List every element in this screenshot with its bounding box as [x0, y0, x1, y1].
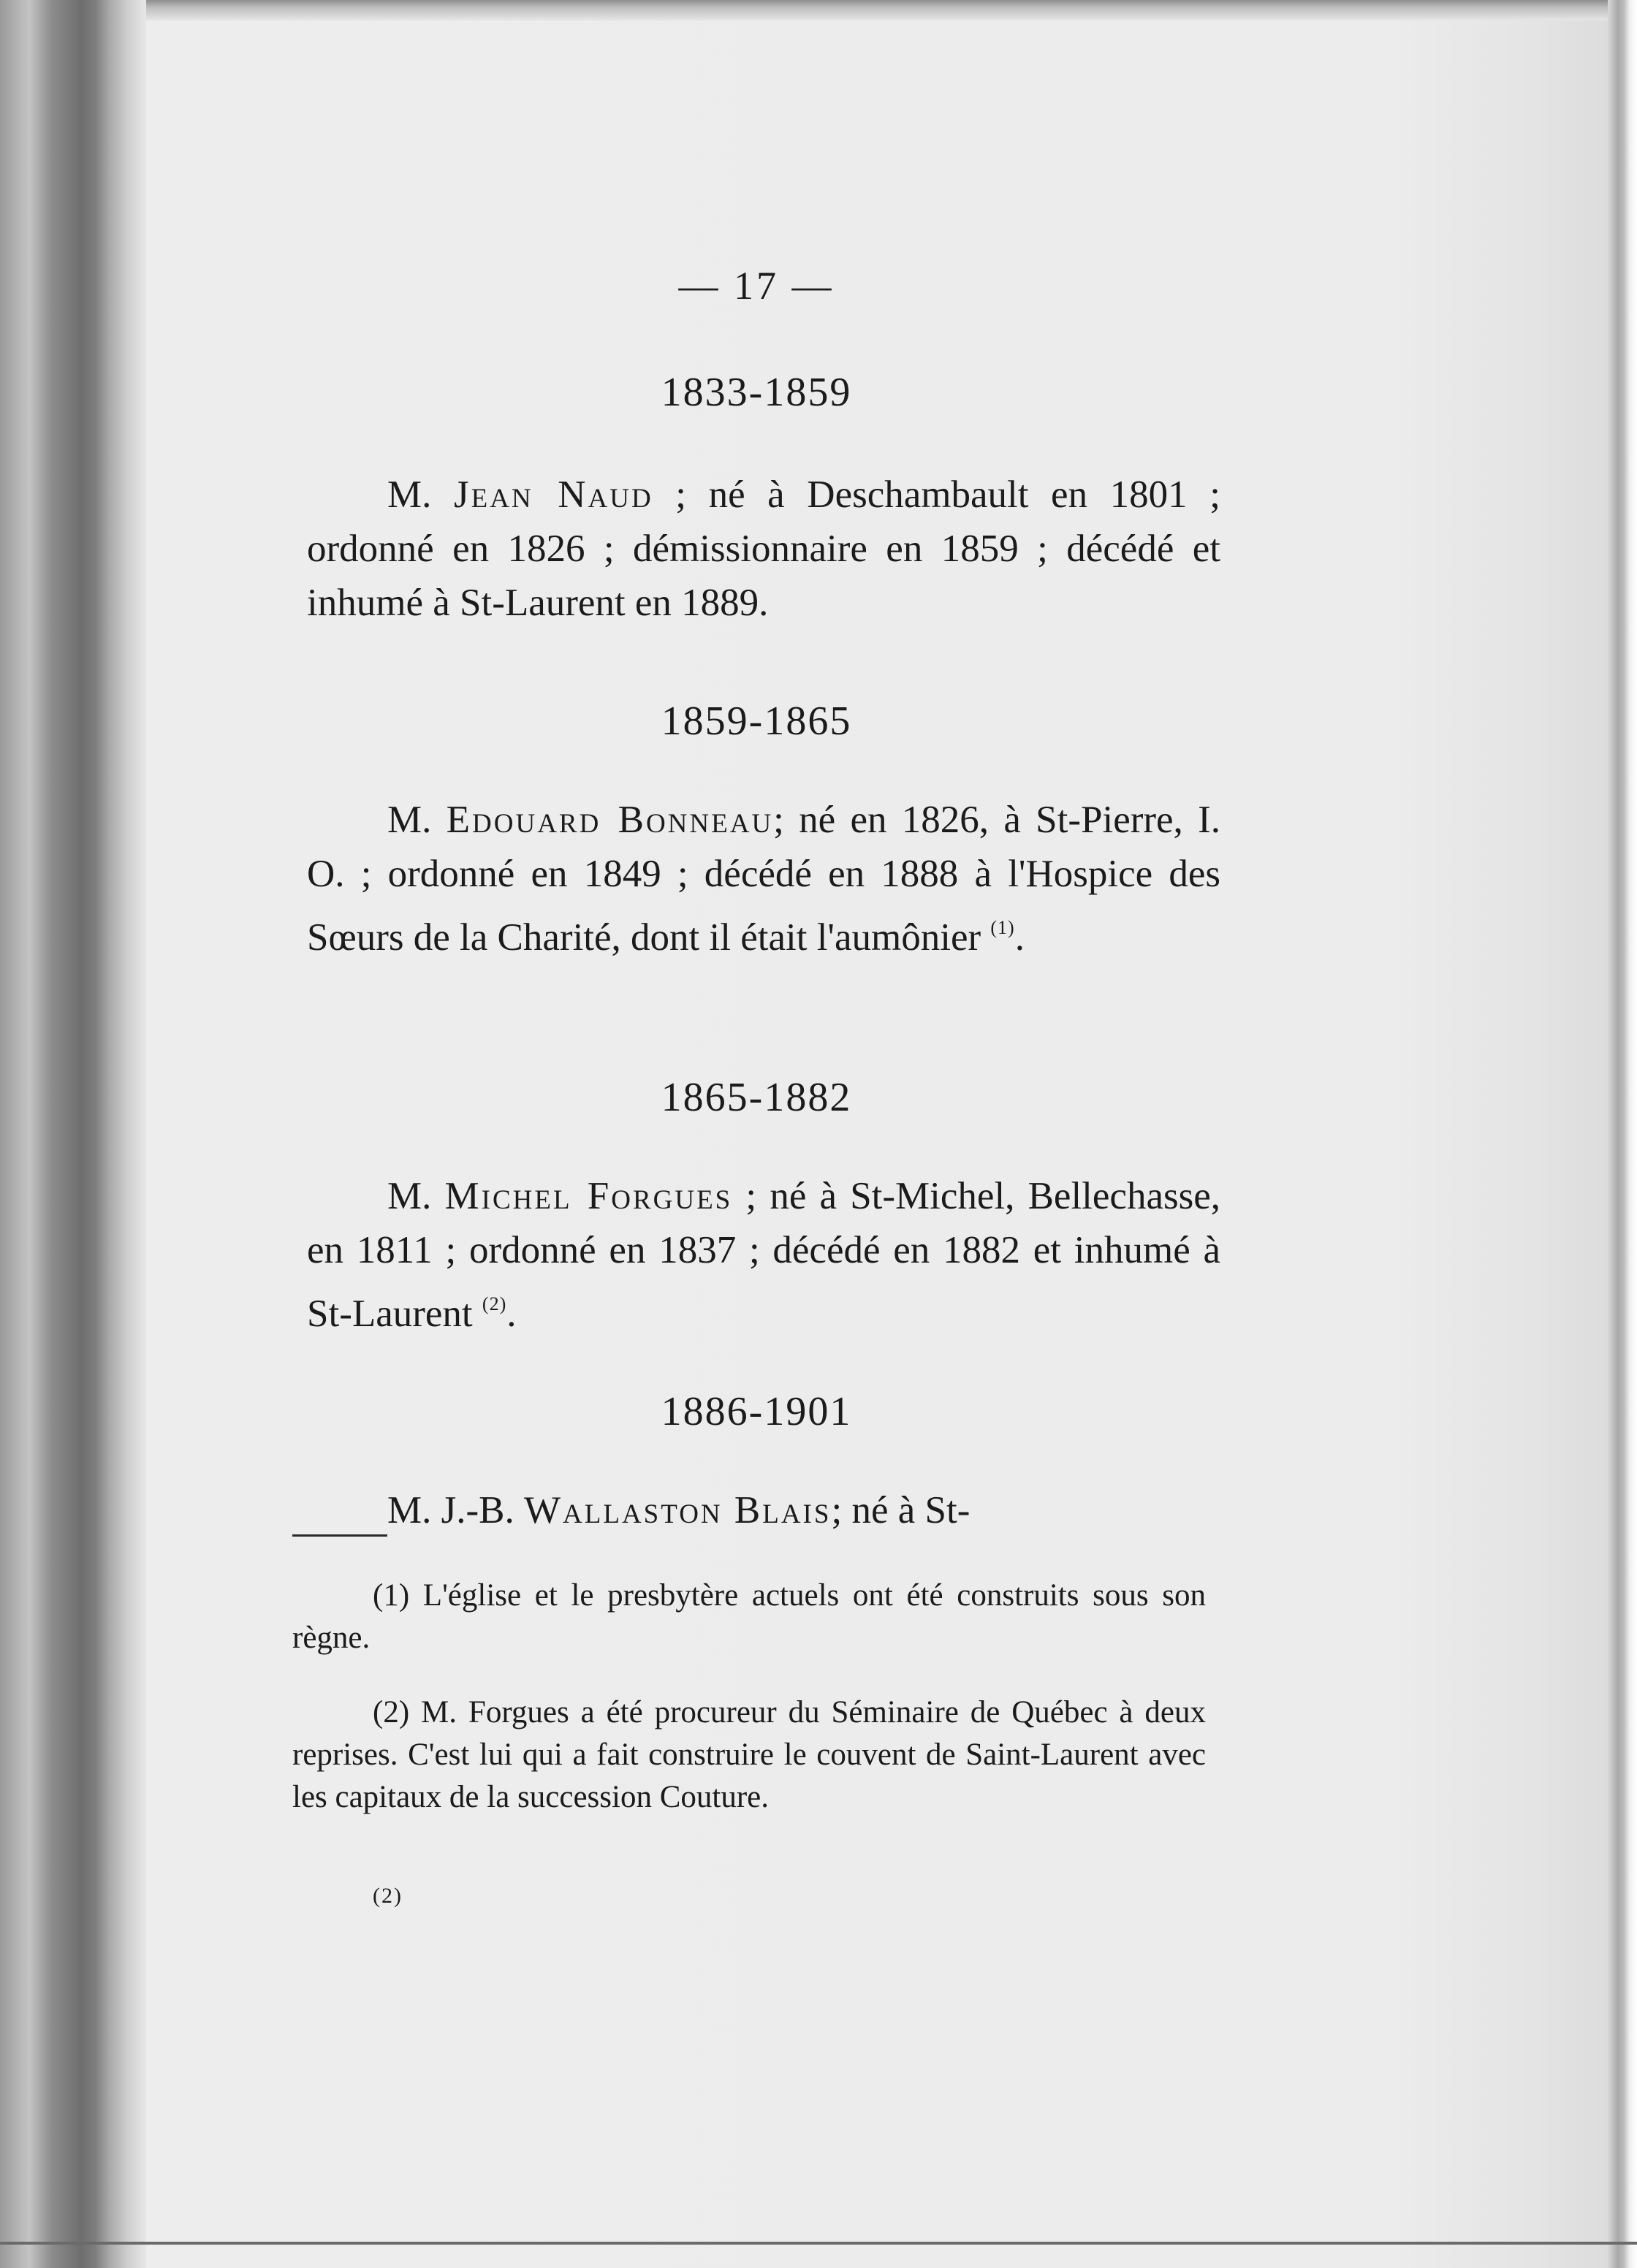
priest-name: Jean Naud: [453, 473, 653, 516]
footnote-reference: (2): [482, 1293, 507, 1314]
footnote-rule: [292, 1534, 387, 1537]
name-prefix: M.: [387, 1175, 445, 1217]
footnote: [292, 1692, 1206, 1819]
footnote: [292, 1575, 1206, 1659]
signature-mark: (2): [373, 1884, 403, 1908]
name-prefix: M. J.-B.: [387, 1489, 525, 1531]
priest-name: Edouard Bonneau: [446, 799, 774, 841]
priest-name: Michel Forgues: [444, 1175, 733, 1217]
entry-tail: .: [1014, 916, 1025, 959]
entry-paragraph: [307, 1169, 1220, 1341]
name-prefix: M.: [387, 473, 454, 516]
entry-years: 1859-1865: [661, 699, 852, 744]
entry-years: 1865-1882: [661, 1075, 852, 1120]
entry-years: 1833-1859: [661, 370, 852, 415]
entry-paragraph: [307, 468, 1220, 630]
entry-paragraph: [307, 793, 1220, 964]
binding-edge: [0, 0, 146, 2268]
priest-name: Wallaston Blais: [524, 1489, 832, 1531]
entry-text: ; né à Deschambault en 1801 ; ordonné en 1826 ; démissionnaire en 1859 ; décédé et inhumé à St-Laurent en 1889.: [307, 473, 1220, 624]
footnote-text: L'église et le presbytère actuels ont été construits sous son règne.: [292, 1578, 1206, 1655]
page-number: — 17 —: [678, 264, 835, 308]
top-edge: [146, 0, 1608, 20]
footnote-marker: (2): [373, 1695, 410, 1729]
footnote-reference: (1): [990, 917, 1015, 938]
entry-text: ; né à St-Michel, Bellechasse, en 1811 ; ordonné en 1837 ; décédé en 1882 et inhumé à St-Laurent: [307, 1175, 1220, 1335]
entry-paragraph: [307, 1483, 1220, 1537]
entry-text: ; né en 1826, à St-Pierre, I. O. ; ordonné en 1849 ; décédé en 1888 à l'Hospice des Sœurs de la Charité, dont il était l'aumônier: [307, 799, 1220, 959]
footnote-marker: (1): [373, 1578, 410, 1613]
page-edge: [1608, 0, 1637, 2268]
name-prefix: M.: [387, 799, 447, 841]
entry-years: 1886-1901: [661, 1389, 852, 1434]
footnote-text: M. Forgues a été procureur du Séminaire de Québec à deux reprises. C'est lui qui a fait construire le couvent de Saint-Laurent avec les capitaux de la succession Couture.: [292, 1695, 1206, 1814]
bottom-edge: [0, 2242, 1637, 2245]
entry-tail: .: [506, 1293, 517, 1335]
entry-text: ; né à St-: [831, 1489, 971, 1531]
